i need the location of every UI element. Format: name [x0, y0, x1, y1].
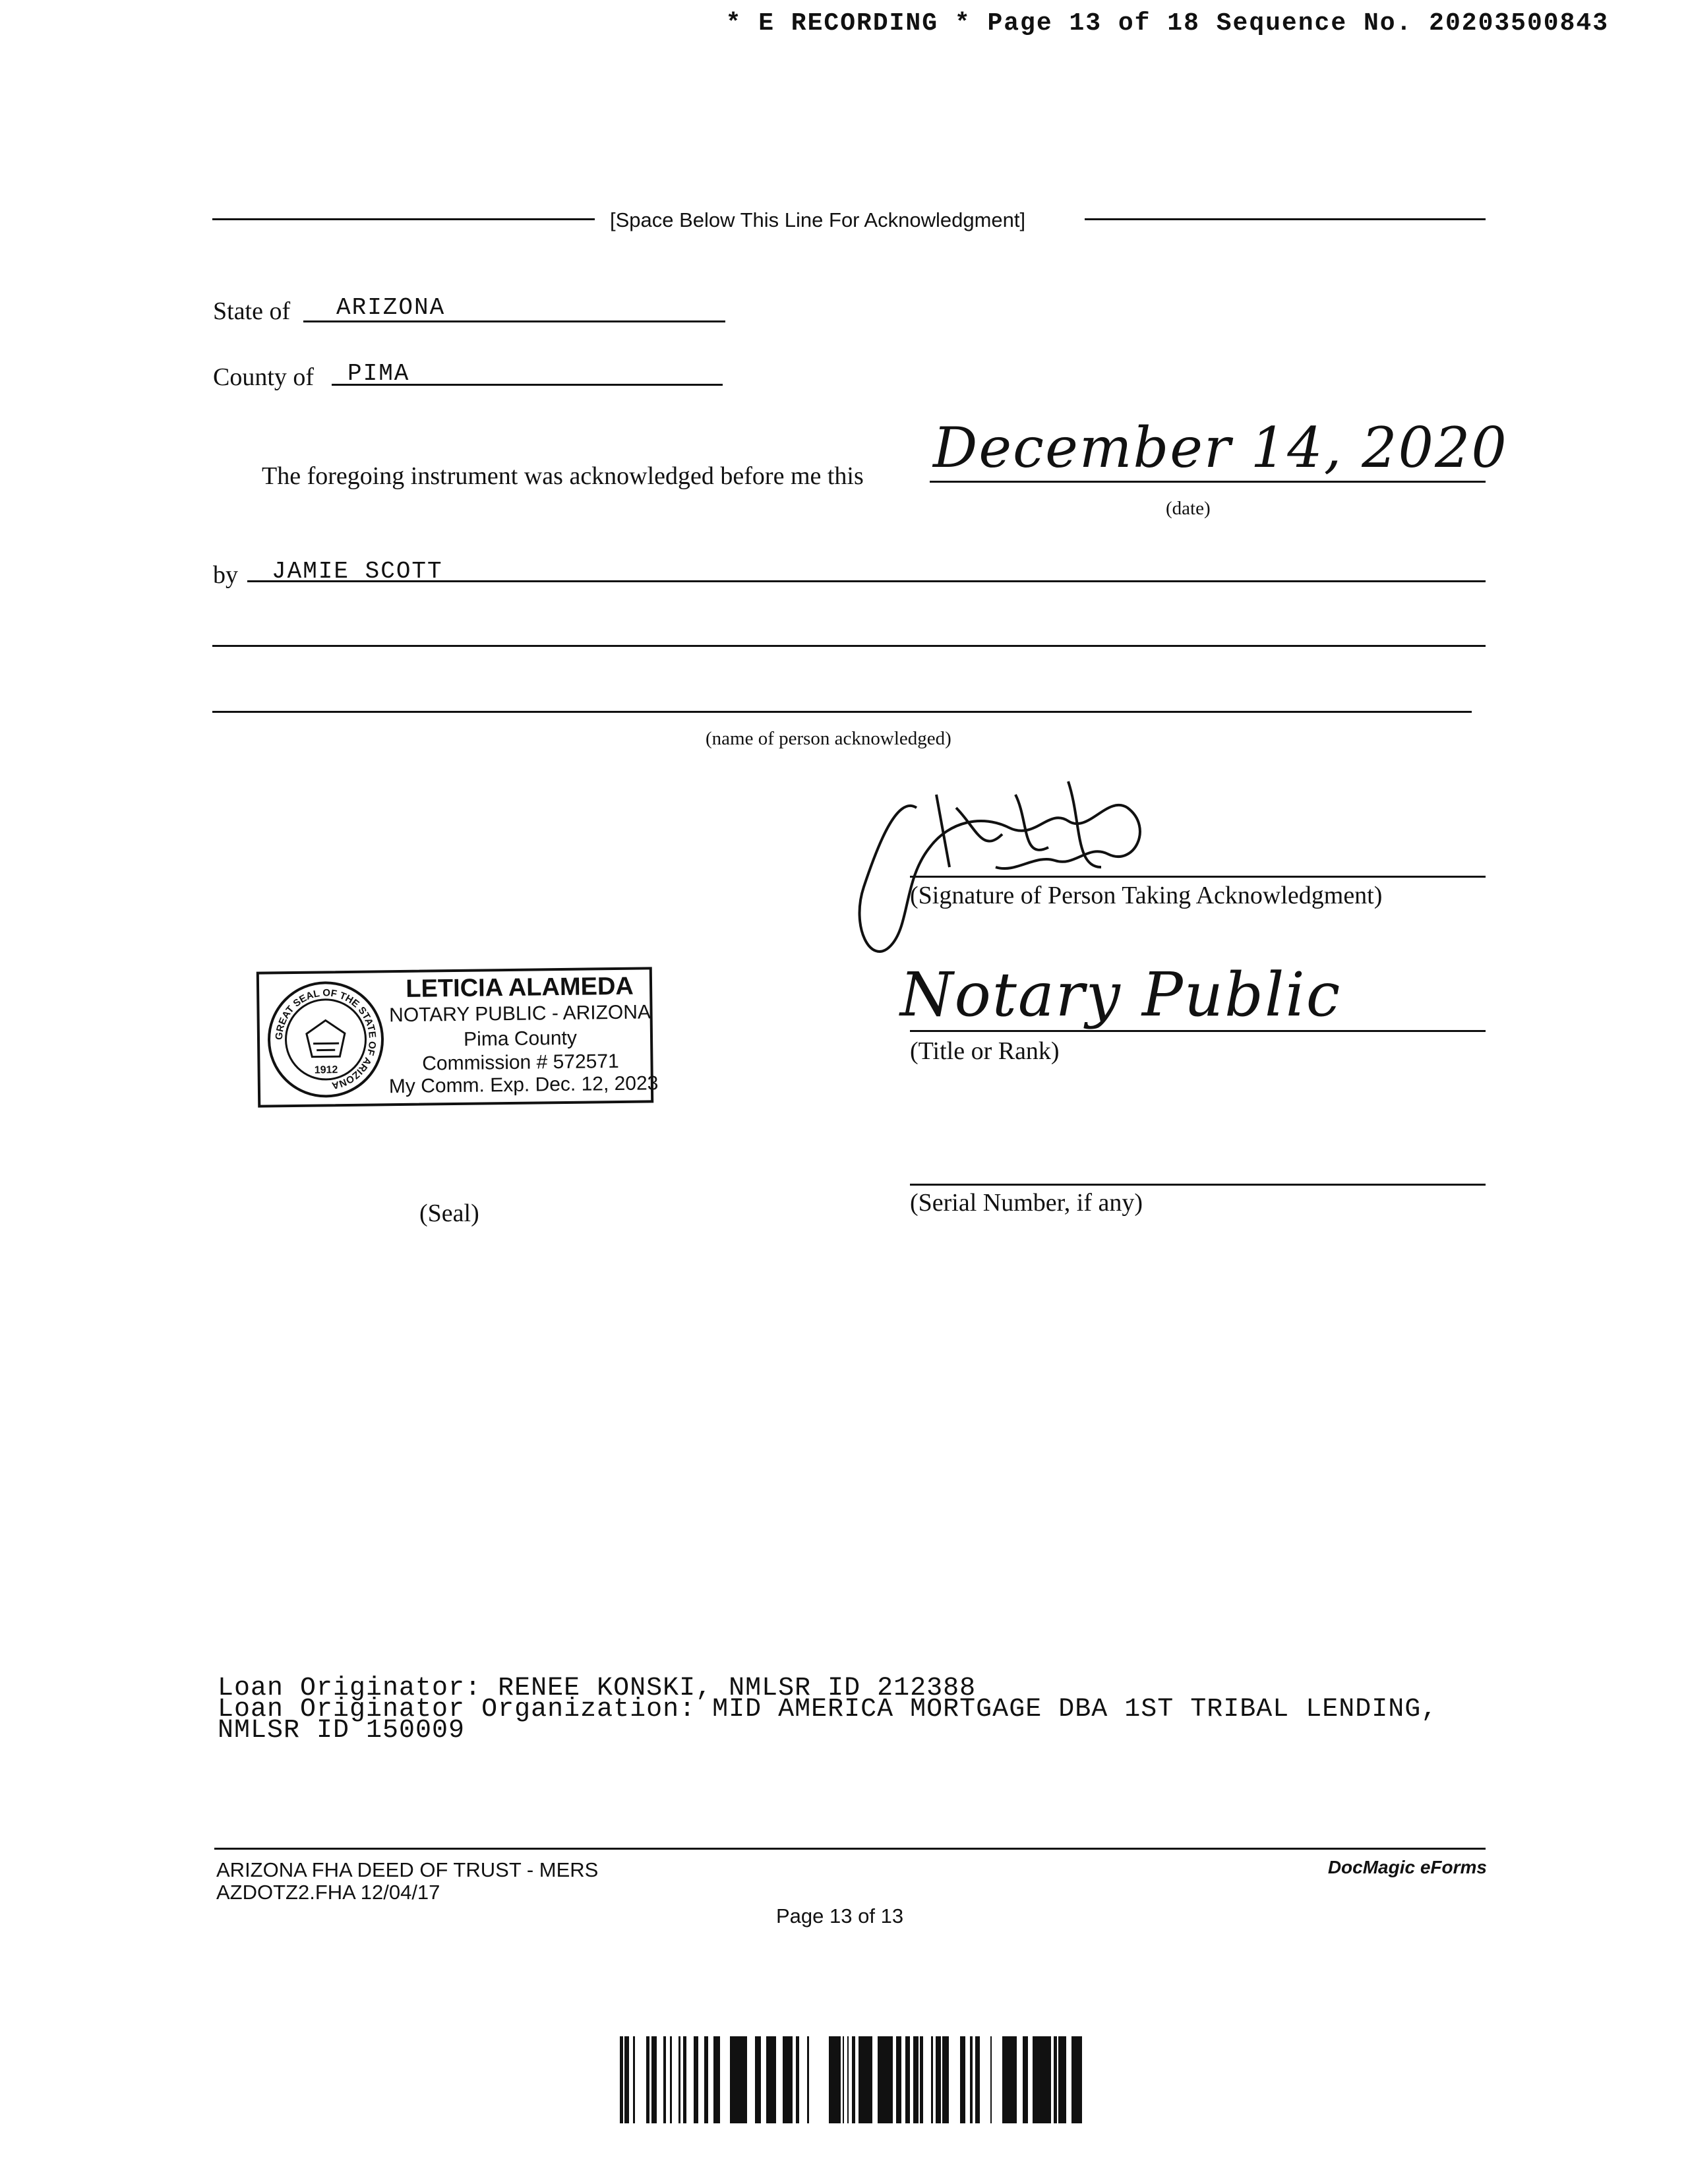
barcode-bar — [1009, 2036, 1014, 2123]
barcode-bar — [872, 2036, 878, 2123]
barcode-bar — [776, 2036, 781, 2123]
barcode-bar — [1038, 2036, 1042, 2123]
notary-expiration: My Comm. Exp. Dec. 12, 2023 — [388, 1072, 659, 1098]
foregoing-text: The foregoing instrument was acknowledged before me this — [262, 462, 864, 490]
notary-stamp — [256, 967, 659, 1107]
serial-line — [910, 1184, 1486, 1186]
notary-signature — [851, 768, 1167, 966]
handwritten-title: Notary Public — [900, 959, 1342, 1030]
notary-name: LETICIA ALAMEDA — [406, 972, 634, 1003]
county-line — [332, 384, 723, 386]
form-code: AZDOTZ2.FHA 12/04/17 — [216, 1881, 440, 1904]
barcode — [620, 2036, 1091, 2123]
barcode-bar — [881, 2036, 886, 2123]
barcode-bar — [1017, 2036, 1021, 2123]
loan-nmlsr-line: NMLSR ID 150009 — [218, 1716, 466, 1745]
county-label: County of — [213, 363, 315, 391]
signature-line — [910, 876, 1486, 878]
barcode-bar — [864, 2036, 869, 2123]
barcode-bar — [905, 2036, 910, 2123]
date-line — [930, 481, 1486, 483]
footer-divider — [214, 1848, 1486, 1850]
divider-right — [1085, 218, 1486, 220]
name-caption: (name of person acknowledged) — [706, 728, 951, 749]
barcode-bar — [836, 2036, 841, 2123]
seal-ring-text: GREAT SEAL OF THE STATE OF ARIZONA — [273, 987, 378, 1091]
state-seal-icon — [267, 981, 384, 1098]
barcode-bar — [725, 2036, 730, 2123]
barcode-bar — [658, 2036, 663, 2123]
barcode-bar — [1058, 2036, 1063, 2123]
barcode-bar — [708, 2036, 713, 2123]
barcode-bar — [694, 2036, 698, 2123]
loan-originator-line: Loan Originator: RENEE KONSKI, NMLSR ID 212388 — [218, 1674, 977, 1703]
docmagic-logo: DocMagic eForms — [1327, 1857, 1487, 1877]
notary-county: Pima County — [463, 1027, 578, 1050]
barcode-bar — [737, 2036, 742, 2123]
notary-commission: Commission # 572571 — [422, 1050, 619, 1075]
acknowledgment-divider-label: [Space Below This Line For Acknowledgment] — [610, 208, 1026, 231]
state-label: State of — [213, 297, 291, 325]
barcode-bar — [1074, 2036, 1079, 2123]
form-title: ARIZONA FHA DEED OF TRUST - MERS — [216, 1858, 599, 1881]
barcode-bar — [913, 2036, 919, 2123]
name-line-3 — [212, 711, 1472, 713]
by-value: JAMIE SCOTT — [272, 558, 443, 585]
barcode-bar — [896, 2036, 901, 2123]
loan-organization-line: Loan Originator Organization: MID AMERICA MORTGAGE DBA 1ST TRIBAL LENDING, — [218, 1695, 1438, 1724]
barcode-bar — [742, 2036, 747, 2123]
title-line — [910, 1030, 1486, 1032]
county-value: PIMA — [347, 360, 410, 387]
seal-year: 1912 — [314, 1064, 338, 1076]
barcode-bar — [812, 2036, 817, 2123]
svg-text:GREAT SEAL OF THE STATE OF ARI — [273, 986, 378, 1092]
barcode-bar — [1085, 2036, 1091, 2123]
state-value: ARIZONA — [336, 294, 446, 321]
barcode-bar — [936, 2036, 941, 2123]
date-caption: (date) — [1166, 498, 1211, 519]
barcode-bar — [1033, 2036, 1038, 2123]
barcode-bar — [1046, 2036, 1051, 2123]
divider-left — [212, 218, 595, 220]
serial-caption: (Serial Number, if any) — [910, 1189, 1143, 1217]
barcode-bar — [992, 2036, 996, 2123]
recording-header: * E RECORDING * Page 13 of 18 Sequence No. 20203500843 — [725, 9, 1609, 38]
signature-caption: (Signature of Person Taking Acknowledgment) — [910, 882, 1383, 909]
name-line-2 — [212, 645, 1486, 647]
barcode-bar — [953, 2036, 957, 2123]
barcode-bar — [732, 2036, 737, 2123]
page-number: Page 13 of 13 — [776, 1904, 904, 1927]
by-label: by — [213, 561, 238, 589]
notary-title: NOTARY PUBLIC - ARIZONA — [388, 1001, 651, 1027]
barcode-bar — [799, 2036, 804, 2123]
state-line — [303, 320, 725, 322]
handwritten-date: December 14, 2020 — [933, 415, 1508, 480]
seal-caption: (Seal) — [419, 1199, 479, 1227]
title-caption: (Title or Rank) — [910, 1037, 1060, 1065]
barcode-bar — [1002, 2036, 1007, 2123]
barcode-bar — [980, 2036, 985, 2123]
barcode-bar — [651, 2036, 657, 2123]
by-line — [247, 580, 1486, 582]
barcode-bar — [960, 2036, 965, 2123]
